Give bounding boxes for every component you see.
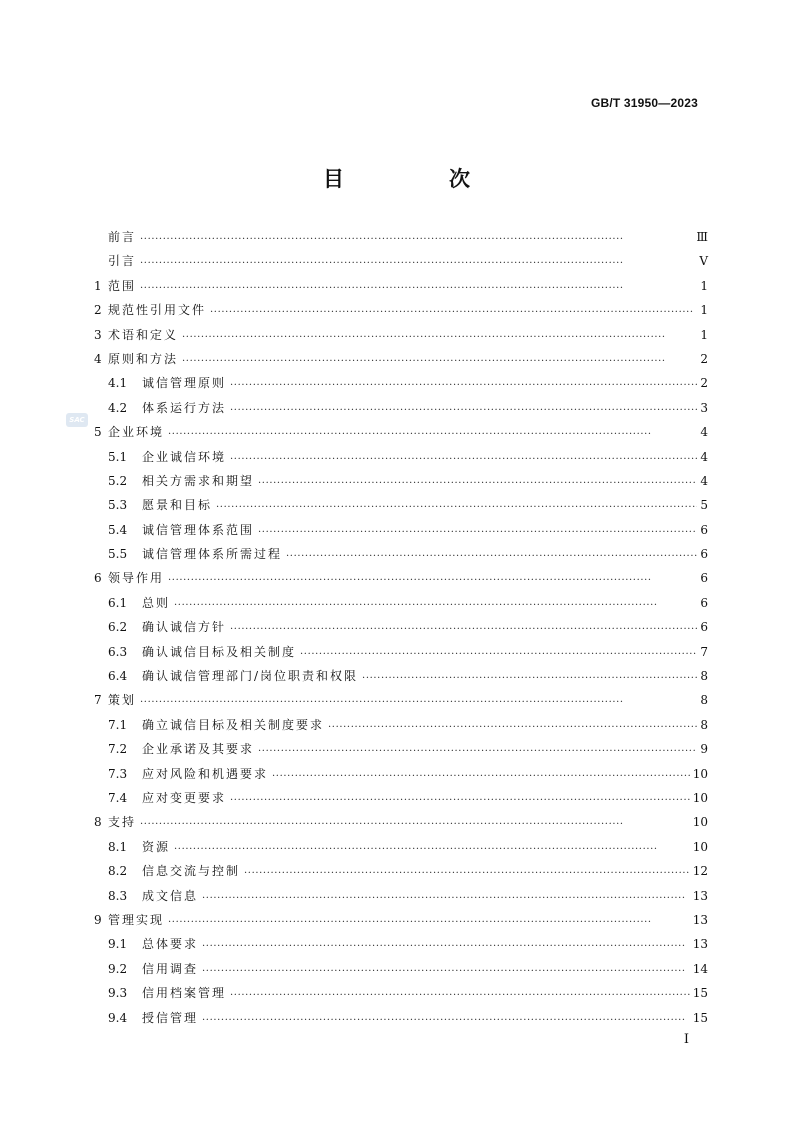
toc-entry-label: 企业承诺及其要求 xyxy=(142,742,255,757)
toc-entry-page: 10 xyxy=(692,790,708,805)
toc-entry-label: 信用档案管理 xyxy=(142,986,227,1001)
toc-entry[interactable] xyxy=(94,375,708,399)
toc-entry[interactable] xyxy=(94,863,708,887)
toc-dot-leader xyxy=(168,427,697,439)
toc-entry[interactable] xyxy=(94,912,708,936)
toc-entry-number: 6.2 xyxy=(108,620,128,635)
toc-dot-leader xyxy=(174,842,690,854)
toc-dot-leader xyxy=(168,915,690,927)
toc-entry-page: 8 xyxy=(700,717,708,732)
toc-entry-page: Ⅲ xyxy=(696,230,708,244)
toc-dot-leader xyxy=(272,769,690,781)
toc-entry-label: 总则 xyxy=(142,595,171,610)
toc-entry[interactable] xyxy=(94,570,708,594)
toc-entry-page: 10 xyxy=(692,815,708,830)
toc-entry-number: 5.5 xyxy=(108,547,128,562)
toc-entry-page: 8 xyxy=(700,669,708,684)
toc-entry[interactable] xyxy=(94,302,708,326)
toc-entry[interactable] xyxy=(94,546,708,570)
toc-entry-page: 4 xyxy=(700,425,708,440)
toc-entry-page: Ⅴ xyxy=(699,254,708,269)
toc-entry-page: 7 xyxy=(700,644,708,659)
toc-entry[interactable] xyxy=(94,741,708,765)
toc-entry-number: 8.1 xyxy=(108,839,128,854)
toc-entry-page: 10 xyxy=(692,766,708,781)
toc-dot-leader xyxy=(140,232,693,244)
toc-entry[interactable] xyxy=(94,961,708,985)
toc-entry-number: 1 xyxy=(94,278,102,293)
toc-entry-number: 5.3 xyxy=(108,498,128,513)
toc-entry-number: 4.2 xyxy=(108,400,128,415)
toc-entry-number: 5.1 xyxy=(108,449,128,464)
toc-entry-label: 管理实现 xyxy=(108,912,165,927)
table-of-contents xyxy=(94,229,708,1034)
toc-entry-number: 8 xyxy=(94,815,102,830)
toc-entry[interactable] xyxy=(94,449,708,473)
toc-entry[interactable] xyxy=(94,668,708,692)
toc-dot-leader xyxy=(202,939,690,951)
toc-entry-page: 6 xyxy=(700,522,708,537)
toc-entry-page: 13 xyxy=(692,937,708,952)
toc-entry-label: 企业诚信环境 xyxy=(142,449,227,464)
toc-entry-page: 4 xyxy=(700,473,708,488)
toc-entry[interactable] xyxy=(94,497,708,521)
toc-dot-leader xyxy=(216,500,697,512)
toc-entry[interactable] xyxy=(94,766,708,790)
toc-dot-leader xyxy=(140,817,690,829)
toc-entry[interactable] xyxy=(94,985,708,1009)
toc-entry-number: 9.1 xyxy=(108,937,128,952)
toc-entry-number: 5.2 xyxy=(108,473,128,488)
toc-entry[interactable] xyxy=(94,692,708,716)
toc-entry[interactable] xyxy=(94,595,708,619)
toc-dot-leader xyxy=(244,866,690,878)
toc-entry-page: 8 xyxy=(700,693,708,708)
toc-entry-number: 7.3 xyxy=(108,766,128,781)
toc-entry-label: 范围 xyxy=(108,278,137,293)
toc-entry[interactable] xyxy=(94,229,708,253)
toc-entry-number: 3 xyxy=(94,327,102,342)
toc-entry[interactable] xyxy=(94,351,708,375)
toc-entry-number: 4.1 xyxy=(108,376,128,391)
toc-entry[interactable] xyxy=(94,619,708,643)
page-title: 目 次 xyxy=(323,167,512,191)
toc-entry-number: 9.3 xyxy=(108,986,128,1001)
toc-entry-number: 8.3 xyxy=(108,888,128,903)
toc-dot-leader xyxy=(140,695,697,707)
toc-dot-leader xyxy=(230,378,697,390)
toc-dot-leader xyxy=(202,891,690,903)
toc-dot-leader xyxy=(362,671,697,683)
toc-entry[interactable] xyxy=(94,473,708,497)
toc-entry[interactable] xyxy=(94,522,708,546)
toc-entry[interactable] xyxy=(94,424,708,448)
toc-dot-leader xyxy=(230,793,690,805)
toc-entry-page: 14 xyxy=(692,961,708,976)
toc-entry-page: 1 xyxy=(700,303,708,318)
toc-entry[interactable] xyxy=(94,888,708,912)
toc-entry-page: 6 xyxy=(700,571,708,586)
toc-entry-page: 2 xyxy=(700,376,708,391)
toc-entry[interactable] xyxy=(94,814,708,838)
toc-dot-leader xyxy=(140,281,697,293)
toc-entry-label: 总体要求 xyxy=(142,937,199,952)
toc-entry-label: 应对风险和机遇要求 xyxy=(142,766,269,781)
toc-entry[interactable] xyxy=(94,400,708,424)
toc-entry-number: 6.1 xyxy=(108,595,128,610)
toc-entry-number: 6 xyxy=(94,571,102,586)
toc-entry-label: 确认诚信方针 xyxy=(142,620,227,635)
toc-entry-label: 策划 xyxy=(108,693,137,708)
toc-dot-leader xyxy=(174,598,697,610)
toc-entry-page: 5 xyxy=(700,498,708,513)
toc-entry-page: 13 xyxy=(692,912,708,927)
toc-entry-label: 成文信息 xyxy=(142,888,199,903)
toc-entry-label: 信息交流与控制 xyxy=(142,864,241,879)
toc-entry-label: 诚信管理原则 xyxy=(142,376,227,391)
toc-entry-page: 3 xyxy=(700,400,708,415)
toc-entry-label: 领导作用 xyxy=(108,571,165,586)
toc-entry[interactable] xyxy=(94,253,708,277)
toc-entry-label: 相关方需求和期望 xyxy=(142,473,255,488)
toc-entry[interactable] xyxy=(94,327,708,351)
toc-dot-leader xyxy=(258,744,697,756)
toc-entry[interactable] xyxy=(94,839,708,863)
toc-entry[interactable] xyxy=(94,278,708,302)
toc-entry-label: 术语和定义 xyxy=(108,327,179,342)
sac-watermark-logo: SAC xyxy=(66,413,88,427)
toc-dot-leader xyxy=(168,573,697,585)
toc-entry[interactable] xyxy=(94,644,708,668)
toc-entry-number: 6.4 xyxy=(108,669,128,684)
toc-entry-page: 6 xyxy=(700,595,708,610)
toc-dot-leader xyxy=(230,988,690,1000)
toc-entry-page: 15 xyxy=(692,986,708,1001)
toc-entry[interactable] xyxy=(94,717,708,741)
toc-entry[interactable] xyxy=(94,790,708,814)
toc-dot-leader xyxy=(210,305,697,317)
toc-entry-page: 6 xyxy=(700,547,708,562)
toc-entry-number: 2 xyxy=(94,303,102,318)
toc-dot-leader xyxy=(328,720,697,732)
toc-entry-page: 9 xyxy=(700,742,708,757)
toc-entry-number: 7.2 xyxy=(108,742,128,757)
toc-entry-page: 1 xyxy=(700,278,708,293)
toc-dot-leader xyxy=(286,549,697,561)
toc-entry-number: 7 xyxy=(94,693,102,708)
toc-entry-number: 9.4 xyxy=(108,1010,128,1025)
toc-entry-number: 7.1 xyxy=(108,717,128,732)
toc-entry-number: 9 xyxy=(94,912,102,927)
toc-dot-leader xyxy=(230,622,697,634)
toc-entry-number: 5 xyxy=(94,425,102,440)
page-number: I xyxy=(683,1032,689,1047)
toc-entry[interactable] xyxy=(94,936,708,960)
standard-code: GB/T 31950—2023 xyxy=(590,96,698,110)
toc-entry-label: 应对变更要求 xyxy=(142,790,227,805)
toc-entry-label: 确立诚信目标及相关制度要求 xyxy=(142,717,325,732)
toc-dot-leader xyxy=(258,525,697,537)
toc-entry-page: 1 xyxy=(700,327,708,342)
toc-dot-leader xyxy=(230,452,697,464)
toc-entry-label: 原则和方法 xyxy=(108,351,179,366)
toc-entry-page: 10 xyxy=(692,839,708,854)
toc-entry-page: 12 xyxy=(692,864,708,879)
toc-entry-label: 资源 xyxy=(142,839,171,854)
toc-entry-number: 6.3 xyxy=(108,644,128,659)
toc-entry-label: 引言 xyxy=(108,254,137,269)
toc-entry-label: 支持 xyxy=(108,815,137,830)
toc-dot-leader xyxy=(140,256,696,268)
toc-entry-page: 6 xyxy=(700,620,708,635)
toc-entry-label: 诚信管理体系所需过程 xyxy=(142,547,283,562)
toc-entry-label: 确认诚信管理部门/岗位职责和权限 xyxy=(142,669,359,684)
toc-entry-number: 7.4 xyxy=(108,790,128,805)
toc-entry-number: 5.4 xyxy=(108,522,128,537)
toc-dot-leader xyxy=(202,1013,690,1025)
toc-entry[interactable] xyxy=(94,1010,708,1034)
toc-dot-leader xyxy=(202,964,690,976)
toc-entry-label: 规范性引用文件 xyxy=(108,303,207,318)
toc-dot-leader xyxy=(258,476,697,488)
toc-dot-leader xyxy=(300,647,697,659)
toc-entry-label: 确认诚信目标及相关制度 xyxy=(142,644,297,659)
toc-entry-page: 13 xyxy=(692,888,708,903)
toc-dot-leader xyxy=(182,330,697,342)
toc-entry-page: 2 xyxy=(700,351,708,366)
toc-entry-page: 4 xyxy=(700,449,708,464)
toc-entry-number: 4 xyxy=(94,351,102,366)
toc-entry-label: 信用调查 xyxy=(142,961,199,976)
toc-entry-label: 前言 xyxy=(108,230,137,244)
toc-dot-leader xyxy=(230,403,697,415)
toc-dot-leader xyxy=(182,354,697,366)
toc-entry-label: 愿景和目标 xyxy=(142,498,213,513)
toc-entry-label: 诚信管理体系范围 xyxy=(142,522,255,537)
toc-entry-page: 15 xyxy=(692,1010,708,1025)
toc-entry-label: 企业环境 xyxy=(108,425,165,440)
toc-entry-number: 9.2 xyxy=(108,961,128,976)
toc-entry-label: 授信管理 xyxy=(142,1010,199,1025)
toc-entry-number: 8.2 xyxy=(108,864,128,879)
toc-entry-label: 体系运行方法 xyxy=(142,400,227,415)
